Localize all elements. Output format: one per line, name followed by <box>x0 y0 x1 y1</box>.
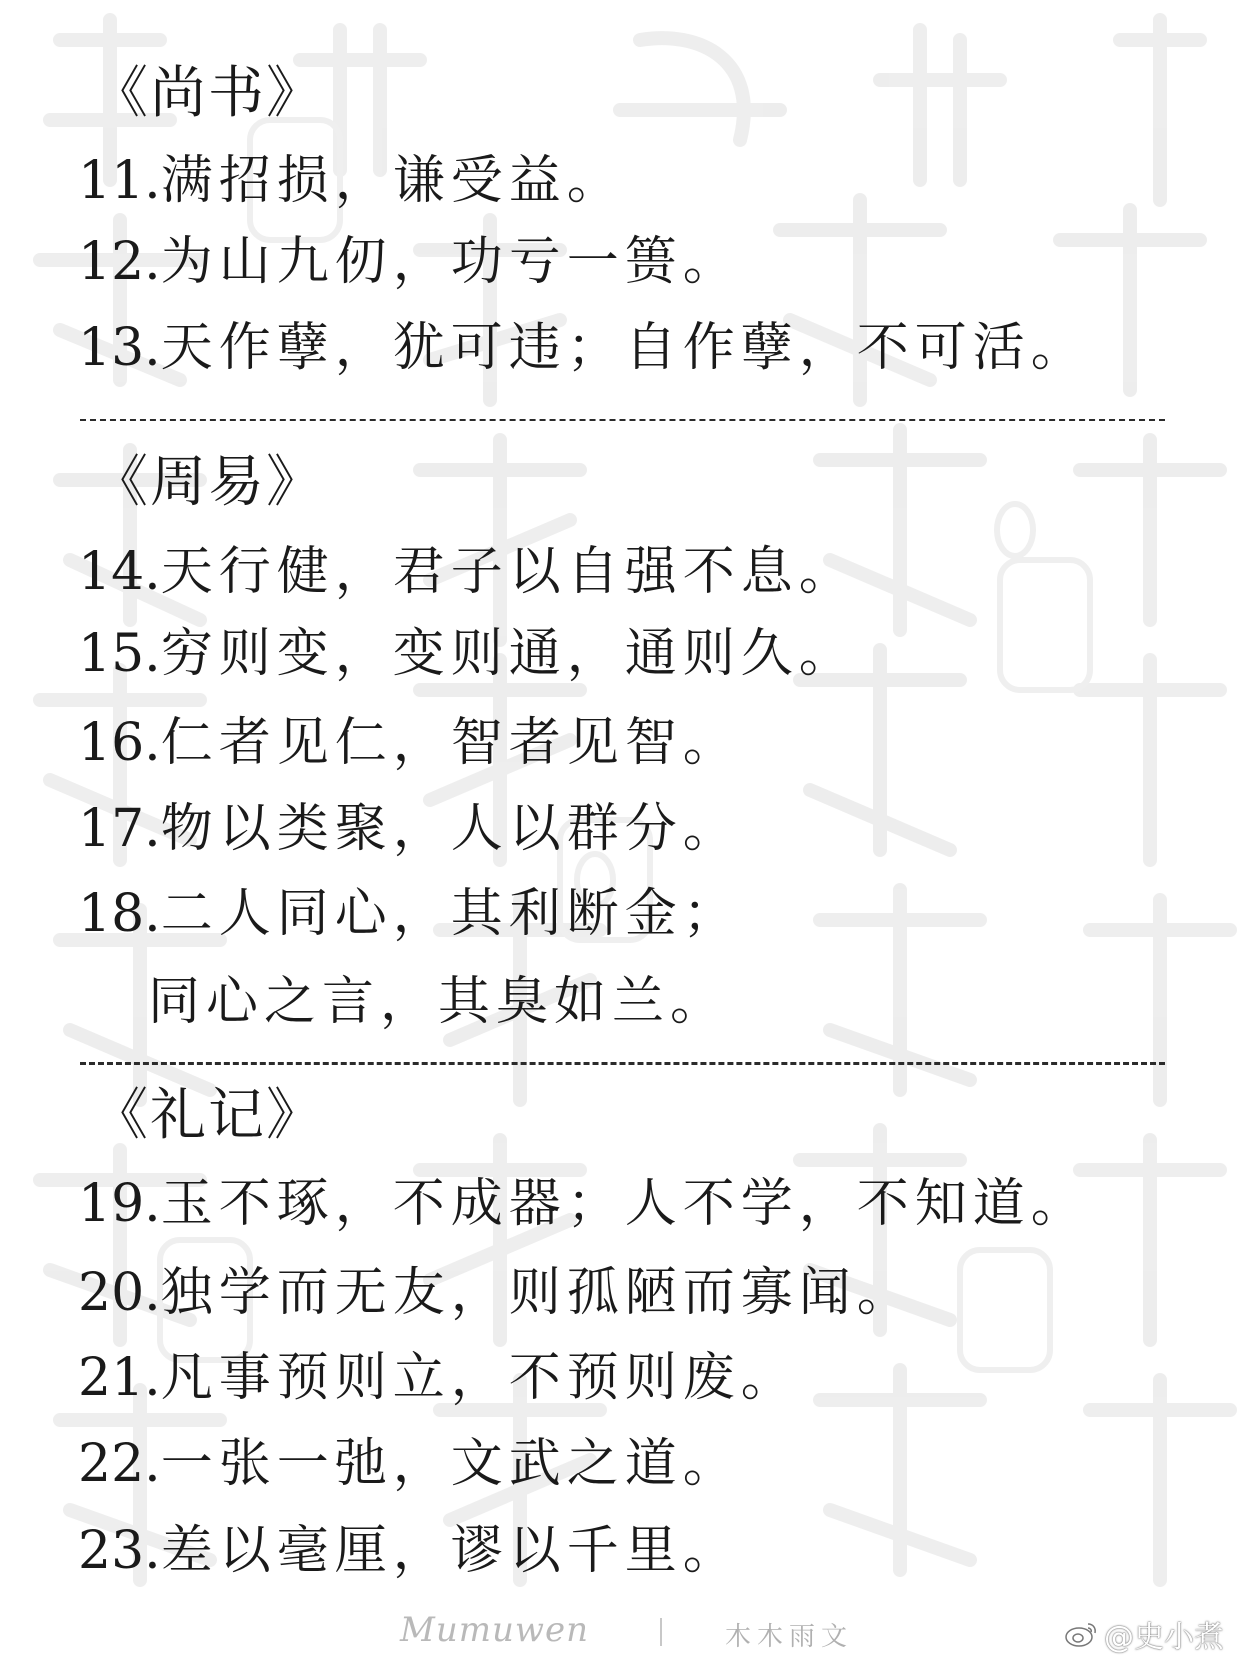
quote-number: 21. <box>78 1348 161 1408</box>
quote-number: 20. <box>78 1263 161 1323</box>
quote-number: 15. <box>78 624 161 684</box>
quote-line <box>78 1263 915 1323</box>
weibo-watermark <box>1064 1612 1224 1656</box>
quote-text: 仁者见仁，智者见智。 <box>160 713 741 773</box>
quote-number: 16. <box>78 713 161 773</box>
quote-text: 差以毫厘，谬以千里。 <box>160 1521 741 1581</box>
quote-line <box>78 713 741 773</box>
section-divider <box>80 419 1165 421</box>
section-divider <box>80 1062 1165 1065</box>
quote-number: 11. <box>78 151 161 211</box>
quote-line <box>78 1174 1089 1234</box>
quote-number: 13. <box>78 318 161 378</box>
quote-text: 二人同心，其利断金； <box>160 884 741 944</box>
quote-text: 物以类聚，人以群分。 <box>160 799 741 859</box>
signature: Mumuwen <box>400 1610 589 1650</box>
quote-number: 17. <box>78 799 161 859</box>
weibo-icon <box>1064 1620 1098 1648</box>
quote-number: 12. <box>78 232 161 292</box>
quote-number: 22. <box>78 1434 161 1494</box>
quote-text: 同心之言，其臭如兰。 <box>148 972 729 1032</box>
quote-line <box>78 542 857 602</box>
quote-text: 为山九仞，功亏一篑。 <box>160 232 741 292</box>
footer <box>0 1610 1242 1654</box>
quote-text: 独学而无友，则孤陋而寡闻。 <box>160 1263 915 1323</box>
quote-line <box>78 232 741 292</box>
quote-number: 18. <box>78 884 161 944</box>
quote-line <box>78 318 1089 378</box>
quote-line <box>78 884 741 944</box>
quote-text: 天行健，君子以自强不息。 <box>160 542 857 602</box>
quote-number: 14. <box>78 542 161 602</box>
quote-line <box>78 624 857 684</box>
quote-line <box>78 1434 741 1494</box>
quote-text: 满招损，谦受益。 <box>160 151 625 211</box>
quote-number: 19. <box>78 1174 161 1234</box>
section-title-zhouyi: 《周易》 <box>92 450 324 515</box>
section-title-shangshu: 《尚书》 <box>92 61 324 126</box>
weibo-handle[interactable]: @史小煮 <box>1104 1620 1224 1655</box>
quote-line <box>78 799 741 859</box>
quote-number: 23. <box>78 1521 161 1581</box>
quote-line <box>78 1348 799 1408</box>
quote-text: 玉不琢，不成器；人不学，不知道。 <box>160 1174 1089 1234</box>
quote-line <box>78 151 625 211</box>
section-title-liji: 《礼记》 <box>92 1083 324 1148</box>
quote-line-continuation <box>148 972 729 1032</box>
quote-text: 穷则变，变则通，通则久。 <box>160 624 857 684</box>
quote-text: 天作孽，犹可违；自作孽，不可活。 <box>160 318 1089 378</box>
brand-name: 木木雨文 <box>725 1622 854 1652</box>
footer-separator <box>660 1618 662 1646</box>
quote-text: 一张一弛，文武之道。 <box>160 1434 741 1494</box>
quote-line <box>78 1521 741 1581</box>
quote-text: 凡事预则立，不预则废。 <box>160 1348 799 1408</box>
